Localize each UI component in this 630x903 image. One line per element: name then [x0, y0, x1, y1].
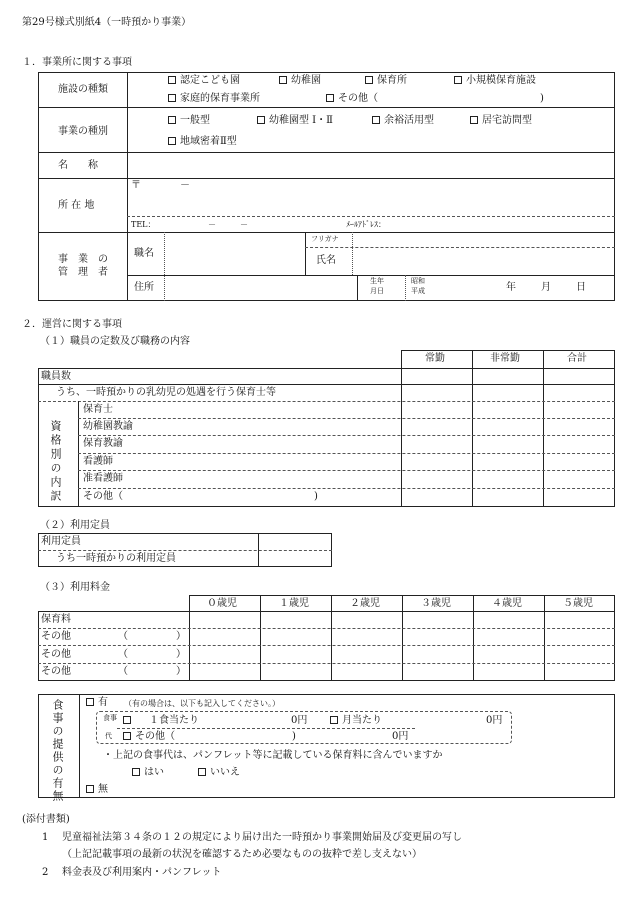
meal-fee-label-2: 代: [105, 732, 112, 740]
meal-per-meal-yen: 0円: [291, 715, 308, 726]
date-day: 日: [576, 282, 586, 293]
attachment-text-2: 料金表及び利用案内・パンフレット: [62, 867, 222, 878]
staff-header-parttime: 非常勤: [490, 353, 520, 364]
fee-paren-open-2: （: [118, 649, 128, 660]
era-showa: 昭和: [411, 277, 425, 285]
qualification-childcare-teacher: 保育教諭: [83, 438, 123, 449]
manager-label-2: 管 理 者: [58, 267, 108, 278]
meal-other[interactable]: その他（: [123, 732, 175, 742]
staff-count-label: 職員数: [41, 371, 71, 382]
meal-answer-no[interactable]: いいえ: [198, 768, 240, 778]
capacity-row-total: 利用定員: [41, 536, 81, 547]
address-label: 所 在 地: [58, 200, 95, 211]
fee-age-4: ４歳児: [492, 598, 522, 609]
meals-box: [38, 694, 615, 798]
business-type-surplus[interactable]: 余裕活用型: [372, 116, 434, 126]
staff-header-fulltime: 常勤: [425, 353, 445, 364]
mail-label: ﾒｰﾙｱﾄﾞﾚｽ：: [346, 220, 386, 229]
meal-per-month[interactable]: 月当たり: [330, 716, 382, 726]
attachment-text-1: 児童福祉法第３４条の１２の規定により届け出た一時預かり事業開始届及び変更届の写し: [62, 832, 462, 843]
meal-other-yen: 0円: [392, 731, 409, 742]
facility-type-nursery[interactable]: 保育所: [365, 76, 407, 86]
job-title-label: 職名: [134, 248, 154, 259]
qualification-other: その他（: [83, 491, 123, 502]
attachment-num-2: 2: [42, 867, 49, 878]
staff-title: （１）職員の定数及び職務の内容: [40, 336, 190, 347]
fees-title: （３）利用料金: [40, 582, 110, 593]
date-year: 年: [506, 282, 516, 293]
facility-type-small[interactable]: 小規模保育施設: [454, 76, 536, 86]
fee-age-0: ０歳児: [207, 598, 237, 609]
meals-no[interactable]: 無: [86, 785, 108, 795]
attachment-num-1: 1: [42, 832, 49, 843]
meals-label: 食事の提供の有無: [51, 699, 64, 803]
business-type-label: 事業の種別: [58, 126, 108, 137]
business-type-general[interactable]: 一般型: [168, 116, 210, 126]
qualification-nurse: 看護師: [83, 456, 113, 467]
fee-row-childcare: 保育料: [41, 614, 71, 625]
postal-dash: －: [180, 180, 190, 191]
birth-label-2: 月日: [370, 287, 384, 295]
qualification-other-close: ): [314, 491, 318, 502]
postal-mark: 〒: [131, 180, 141, 191]
fee-paren-open-3: （: [118, 666, 128, 677]
facility-type-kindergarten[interactable]: 幼稚園: [279, 76, 321, 86]
name-label: 名 称: [58, 160, 98, 171]
era-heisei: 平成: [411, 287, 425, 295]
attachments-title: (添付書類): [22, 814, 70, 825]
fee-age-5: ５歳児: [563, 598, 593, 609]
fee-row-other-2: その他: [41, 649, 71, 660]
attachment-text-1-note: （上記記載事項の最新の状況を確認するため必要なものの抜粋で差し支えない）: [62, 849, 422, 860]
fee-paren-open-1: （: [118, 631, 128, 642]
meal-per-meal[interactable]: １食当たり: [123, 716, 199, 726]
tel-dashes: － －: [208, 220, 248, 229]
fee-row-other-3: その他: [41, 666, 71, 677]
qualification-label: 資格別の内訳: [49, 420, 62, 504]
fee-age-3: ３歳児: [421, 598, 451, 609]
meal-answer-yes[interactable]: はい: [132, 768, 164, 778]
facility-type-home[interactable]: 家庭的保育事業所: [168, 94, 260, 104]
fee-row-other-1: その他: [41, 631, 71, 642]
facility-type-label: 施設の種類: [58, 84, 108, 95]
tel-label: TEL：: [131, 220, 156, 229]
birth-label-1: 生年: [370, 277, 384, 285]
business-type-kindergarten[interactable]: 幼稚園型 Ⅰ・Ⅱ: [257, 116, 333, 126]
meals-yes[interactable]: 有: [86, 698, 108, 708]
nursery-staff-label: うち、一時預かりの乳幼児の処遇を行う保育士等: [56, 387, 276, 398]
form-id: 第29号様式別紙4（一時預かり事業）: [22, 17, 192, 28]
fee-paren-close-2: ）: [176, 649, 186, 660]
fee-age-1: １歳児: [279, 598, 309, 609]
fee-age-2: ２歳児: [350, 598, 380, 609]
meal-per-month-yen: 0円: [486, 715, 503, 726]
qualification-kindergarten-teacher: 幼稚園教諭: [83, 421, 133, 432]
facility-type-other[interactable]: その他（: [326, 94, 378, 104]
fee-paren-close-3: ）: [176, 666, 186, 677]
qualification-assistant-nurse: 准看護師: [83, 473, 123, 484]
section1-title: １．事業所に関する事項: [22, 57, 132, 68]
business-type-home-visit[interactable]: 居宅訪問型: [470, 116, 532, 126]
date-month: 月: [541, 282, 551, 293]
facility-other-close: ): [540, 93, 544, 104]
meal-fee-label-1: 食事: [103, 714, 117, 722]
furigana-label: フリガナ: [311, 235, 339, 243]
facility-type-kodomoen[interactable]: 認定こども園: [168, 76, 240, 86]
fee-paren-close-1: ）: [176, 631, 186, 642]
meals-yes-note: （有の場合は、以下も記入してください。）: [124, 699, 280, 708]
capacity-row-temporary: うち一時預かりの利用定員: [56, 553, 176, 564]
staff-header-total: 合計: [567, 353, 587, 364]
meal-question: ・上記の食事代は、パンフレット等に記載している保育料に含んでいますか: [103, 750, 443, 761]
capacity-title: （２）利用定員: [40, 520, 110, 531]
section2-title: ２．運営に関する事項: [22, 319, 122, 330]
qualification-nursery-teacher: 保育士: [83, 404, 113, 415]
meal-other-close: ): [292, 731, 296, 742]
business-type-community[interactable]: 地域密着Ⅱ型: [168, 137, 237, 147]
manager-label-1: 事 業 の: [58, 254, 108, 265]
residence-label: 住所: [134, 282, 154, 293]
person-name-label: 氏名: [316, 255, 336, 266]
